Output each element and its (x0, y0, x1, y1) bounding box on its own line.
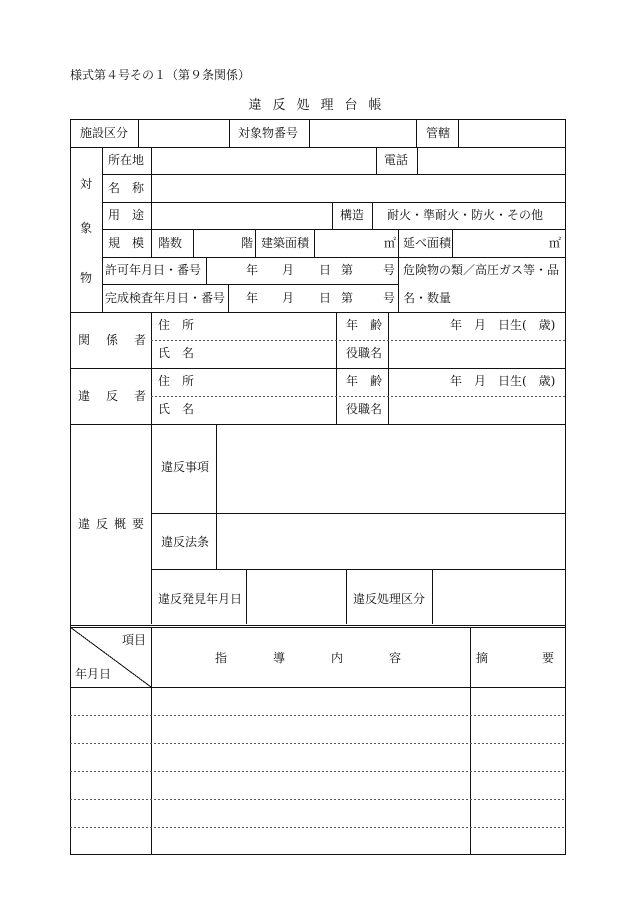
item-header: 項目 (122, 633, 147, 647)
violation-matter-label: 違反事項 (161, 460, 210, 474)
inspection-date-label: 完成検査年月日・番号 (105, 291, 226, 305)
total-floor-area-field[interactable] (453, 230, 548, 257)
phone-field[interactable] (418, 148, 565, 174)
target-label-2: 象 (80, 221, 93, 235)
violator-address-label: 住 所 (158, 374, 195, 388)
violation-matter-field[interactable] (217, 425, 565, 513)
violator-birth[interactable]: 年 月 日生( 歳) (450, 374, 556, 388)
related-age-label: 年 齢 (346, 318, 383, 332)
form-title: 違反処理台帳 (248, 98, 393, 113)
building-area-field[interactable] (315, 230, 385, 257)
violator-address-field[interactable] (206, 369, 336, 396)
floors-label: 階数 (158, 236, 183, 250)
related-address-field[interactable] (206, 313, 336, 340)
name-field[interactable] (152, 175, 565, 202)
inspection-date-field[interactable] (229, 285, 398, 312)
inspection-month: 月 (282, 291, 295, 305)
related-name-field[interactable] (206, 341, 336, 368)
related-birth[interactable]: 年 月 日生( 歳) (450, 318, 556, 332)
structure-label: 構造 (340, 208, 365, 222)
guidance-header: 指導内容 (215, 651, 448, 665)
target-label-1: 対 (80, 177, 93, 191)
inspection-day: 日 (319, 291, 332, 305)
use-field[interactable] (152, 203, 332, 229)
summary-header: 摘要 (476, 651, 609, 665)
register-sheet (70, 119, 609, 855)
process-class-field[interactable] (433, 570, 565, 624)
log-row[interactable] (71, 828, 565, 854)
total-floor-area-unit: ㎡ (549, 236, 562, 250)
related-person-label: 関係者 (78, 333, 163, 347)
hazmat-label-line1: 危険物の類／高圧ガス等・品 (403, 263, 560, 277)
related-title-label: 役職名 (346, 346, 383, 360)
jurisdiction-field[interactable] (459, 120, 565, 147)
facility-class-field[interactable] (139, 120, 229, 147)
building-area-unit: ㎡ (384, 236, 397, 250)
inspection-year: 年 (246, 291, 259, 305)
log-row[interactable] (71, 800, 565, 827)
use-label: 用 途 (108, 208, 145, 222)
location-label: 所在地 (108, 153, 145, 167)
violation-law-label: 違反法条 (161, 535, 210, 549)
violation-overview-label: 違反概要 (78, 517, 151, 531)
violator-title-label: 役職名 (346, 402, 383, 416)
discovery-date-field[interactable] (247, 570, 346, 624)
permit-month: 月 (282, 263, 295, 277)
facility-class-label: 施設区分 (80, 126, 129, 140)
building-area-label: 建築面積 (261, 236, 310, 250)
process-class-label: 違反処理区分 (353, 592, 426, 606)
phone-label: 電話 (384, 153, 409, 167)
discovery-date-label: 違反発見年月日 (158, 592, 243, 606)
structure-options[interactable]: 耐火・準耐火・防火・その他 (387, 208, 544, 222)
date-header: 年月日 (75, 667, 112, 681)
violator-title-field[interactable] (389, 397, 565, 424)
floor-unit: 階 (241, 236, 254, 250)
floors-field[interactable] (194, 230, 242, 257)
permit-date-field[interactable] (207, 258, 398, 284)
log-row[interactable] (71, 716, 565, 743)
violator-label: 違反者 (78, 389, 163, 403)
scale-label: 規 模 (108, 236, 145, 250)
log-row[interactable] (71, 772, 565, 799)
jurisdiction-label: 管轄 (426, 126, 451, 140)
location-field[interactable] (152, 148, 376, 174)
target-label-3: 物 (80, 271, 93, 285)
target-number-label: 対象物番号 (238, 126, 299, 140)
target-number-field[interactable] (310, 120, 416, 147)
related-address-label: 住 所 (158, 318, 195, 332)
related-title-field[interactable] (389, 341, 565, 368)
form-code: 様式第４号その１（第９条関係） (70, 68, 251, 82)
permit-date-label: 許可年月日・番号 (105, 263, 202, 277)
log-row[interactable] (71, 744, 565, 771)
permit-no-suffix: 号 (383, 263, 396, 277)
inspection-no-suffix: 号 (383, 291, 396, 305)
violator-name-field[interactable] (206, 397, 336, 424)
violation-law-field[interactable] (217, 514, 565, 569)
related-name-label: 氏 名 (158, 346, 195, 360)
total-floor-area-label: 延べ面積 (403, 236, 452, 250)
permit-day: 日 (319, 263, 332, 277)
violator-age-label: 年 齢 (346, 374, 383, 388)
hazmat-label-line2[interactable]: 名・数量 (403, 291, 452, 305)
permit-no-prefix: 第 (341, 263, 354, 277)
name-label: 名 称 (108, 181, 145, 195)
permit-year: 年 (246, 263, 259, 277)
inspection-no-prefix: 第 (341, 291, 354, 305)
log-row[interactable] (71, 688, 565, 715)
violator-name-label: 氏 名 (158, 402, 195, 416)
